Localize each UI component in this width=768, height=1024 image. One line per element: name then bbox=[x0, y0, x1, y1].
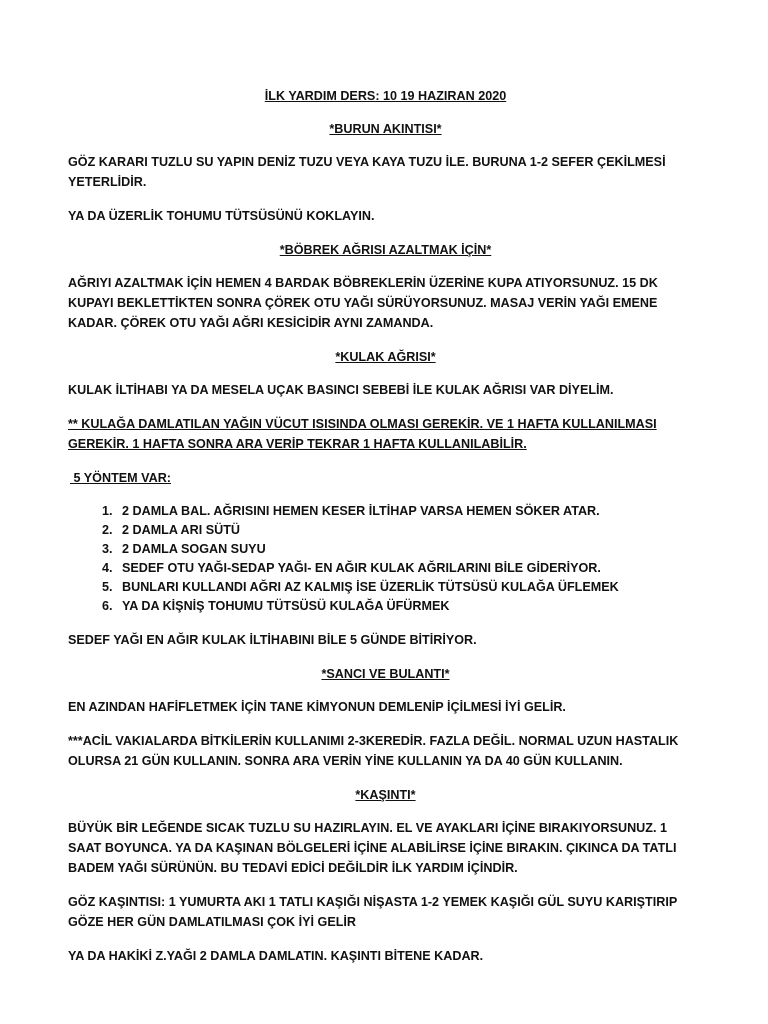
list-item: 4. SEDEF OTU YAĞI-SEDAP YAĞI- EN AĞIR KULAK AĞRILARINI BİLE GİDERİYOR. bbox=[116, 559, 703, 578]
paragraph: BÜYÜK BİR LEĞENDE SICAK TUZLU SU HAZIRLAYIN. EL VE AYAKLARI İÇİNE BIRAKIYORSUNUZ. 1 SAAT BOYUNCA. YA DA KAŞINAN BÖLGELERİ İÇİNE ALABİLİRSE İÇİNE BIRAKIN. ÇIKINCA DA TATLI BADEM YAĞI SÜRÜNÜN. BU TEDAVİ EDİCİ DEĞİLDİR İLK YARDIM İÇİNDİR. bbox=[68, 821, 677, 875]
paragraph: GÖZ KARARI TUZLU SU YAPIN DENİZ TUZU VEYA KAYA TUZU İLE. BURUNA 1-2 SEFER ÇEKİLMESİ YETERLİDİR. bbox=[68, 155, 666, 189]
paragraph: YA DA HAKİKİ Z.YAĞI 2 DAMLA DAMLATIN. KAŞINTI BİTENE KADAR. bbox=[68, 949, 484, 963]
list-item: 5. BUNLARI KULLANDI AĞRI AZ KALMIŞ İSE ÜZERLİK TÜTSÜSÜ KULAĞA ÜFLEMEK bbox=[116, 578, 703, 597]
paragraph: EN AZINDAN HAFİFLETMEK İÇİN TANE KİMYONUN DEMLENİP İÇİLMESİ İYİ GELİR. bbox=[68, 700, 566, 714]
paragraph: ***ACİL VAKIALARDA BİTKİLERİN KULLANIMI 2-3KEREDİR. FAZLA DEĞİL. NORMAL UZUN HASTALIK OLURSA 21 GÜN KULLANIN. SONRA ARA VERİN YİNE KULLANIN YA DA 40 GÜN KULLANIN. bbox=[68, 734, 679, 768]
list-item: 3. 2 DAMLA SOGAN SUYU bbox=[116, 540, 703, 559]
methods-title: 5 YÖNTEM VAR: bbox=[70, 471, 171, 485]
paragraph: AĞRIYI AZALTMAK İÇİN HEMEN 4 BARDAK BÖBREKLERİN ÜZERİNE KUPA ATIYORSUNUZ. 15 DK KUPAYI BEKLETTİKTEN SONRA ÇÖREK OTU YAĞI SÜRÜYORSUNUZ. MASAJ VERİN YAĞI EMENE KADAR. ÇÖREK OTU YAĞI AĞRI KESİCİDİR AYNI ZAMANDA. bbox=[68, 276, 658, 330]
list-item: 2. 2 DAMLA ARI SÜTÜ bbox=[116, 521, 703, 540]
kulak-note: ** KULAĞA DAMLATILAN YAĞIN VÜCUT ISISINDA OLMASI GEREKİR. VE 1 HAFTA KULLANILMASI GEREKİR. 1 HAFTA SONRA ARA VERİP TEKRAR 1 HAFTA KULLANILABİLİR. bbox=[68, 417, 657, 451]
heading-sanci-bulanti: *SANCI VE BULANTI* bbox=[321, 667, 450, 681]
list-item: 1. 2 DAMLA BAL. AĞRISINI HEMEN KESER İLTİHAP VARSA HEMEN SÖKER ATAR. bbox=[116, 502, 703, 521]
paragraph: SEDEF YAĞI EN AĞIR KULAK İLTİHABINI BİLE 5 GÜNDE BİTİRİYOR. bbox=[68, 633, 477, 647]
heading-kulak-agrisi: *KULAK AĞRISI* bbox=[335, 350, 436, 364]
heading-kasinti: *KAŞINTI* bbox=[355, 788, 416, 802]
document-page bbox=[68, 86, 703, 980]
paragraph: YA DA ÜZERLİK TOHUMU TÜTSÜSÜNÜ KOKLAYIN. bbox=[68, 209, 375, 223]
paragraph: GÖZ KAŞINTISI: 1 YUMURTA AKI 1 TATLI KAŞIĞI NİŞASTA 1-2 YEMEK KAŞIĞI GÜL SUYU KARIŞTIRIP GÖZE HER GÜN DAMLATILMASI ÇOK İYİ GELİR bbox=[68, 895, 677, 929]
list-item: 6. YA DA KİŞNİŞ TOHUMU TÜTSÜSÜ KULAĞA ÜFÜRMEK bbox=[116, 597, 703, 616]
heading-bobrek-agrisi: *BÖBREK AĞRISI AZALTMAK İÇİN* bbox=[279, 243, 492, 257]
paragraph: KULAK İLTİHABI YA DA MESELA UÇAK BASINCI SEBEBİ İLE KULAK AĞRISI VAR DİYELİM. bbox=[68, 383, 614, 397]
document-title: İLK YARDIM DERS: 10 19 HAZIRAN 2020 bbox=[264, 89, 507, 103]
heading-burun-akintisi: *BURUN AKINTISI* bbox=[329, 122, 442, 136]
methods-list bbox=[68, 502, 703, 616]
